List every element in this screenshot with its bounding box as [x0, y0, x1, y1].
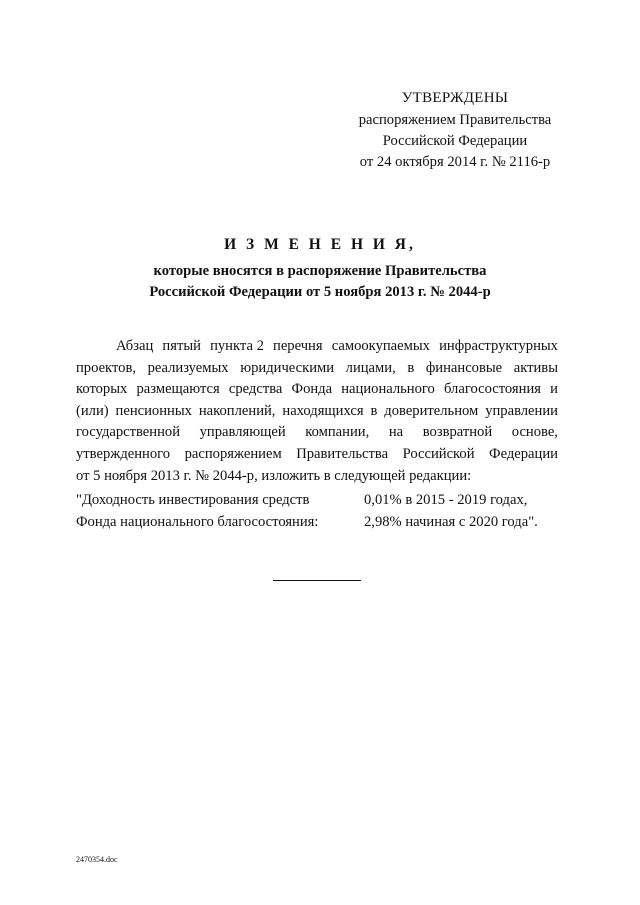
- paragraph-line-4: [76, 401, 558, 423]
- income-value-line-2: 2,98% начиная с 2020 года".: [364, 513, 538, 530]
- body-paragraph: [76, 336, 558, 487]
- word: от 5 ноября 2013 г. № 2044-р, изложить в следующей редакции:: [76, 467, 472, 484]
- word: реализуемых: [147, 359, 229, 376]
- income-row-1: [76, 490, 566, 512]
- word: самоокупаемых: [331, 338, 430, 354]
- word: доверительном: [384, 402, 479, 419]
- paragraph-line-7: [76, 466, 558, 488]
- word: Российской: [402, 445, 475, 462]
- word: юридическими: [240, 359, 335, 376]
- income-label-line-2: Фонда национального благосостояния:: [76, 513, 319, 530]
- word: финансовые: [425, 359, 503, 376]
- word: перечня: [273, 338, 323, 354]
- word: (или): [76, 402, 109, 419]
- approval-line-2: Российской Федерации: [382, 133, 528, 149]
- paragraph-line-5: [76, 422, 558, 444]
- word: накоплений,: [198, 402, 276, 419]
- word: средства: [228, 381, 283, 398]
- document-subtitle: [60, 261, 580, 303]
- word: Федерации: [489, 445, 558, 462]
- word: утвержденного: [76, 445, 171, 462]
- word: которых: [76, 381, 128, 398]
- word: компании,: [305, 424, 370, 441]
- subtitle-line-1: которые вносятся в распоряжение Правительства: [153, 263, 487, 279]
- word: национального: [341, 381, 435, 398]
- word: и: [550, 381, 558, 398]
- word: возвратной: [422, 424, 493, 441]
- word: Абзац: [116, 338, 154, 354]
- word: пятый: [162, 338, 201, 354]
- subtitle-line-2: Российской Федерации от 5 ноября 2013 г. № 2044-р: [149, 284, 491, 300]
- word: инфраструктурных: [439, 338, 558, 354]
- income-value-line-1: 0,01% в 2015 - 2019 годах,: [364, 492, 528, 508]
- word: государственной: [76, 424, 181, 441]
- approval-line-1: распоряжением Правительства: [358, 112, 552, 128]
- word: Правительства: [296, 445, 389, 462]
- income-row-2: [76, 512, 566, 534]
- word: находящихся: [282, 402, 364, 419]
- word: активы: [513, 359, 558, 376]
- approval-line-3: от 24 октября 2014 г. № 2116-р: [359, 154, 551, 170]
- word: лицами,: [345, 359, 396, 376]
- word: на: [388, 424, 404, 441]
- paragraph-line-3: [76, 379, 558, 401]
- paragraph-line-2: [76, 358, 558, 380]
- word: пункта 2: [210, 338, 264, 354]
- paragraph-line-6: [76, 444, 558, 466]
- word: в: [370, 402, 378, 419]
- word: благосостояния: [444, 381, 541, 398]
- word: управляющей: [199, 424, 286, 441]
- end-separator-line: [273, 580, 361, 581]
- footer-filename: 2470354.doc: [76, 855, 118, 864]
- word: размещаются: [136, 381, 220, 398]
- approval-title: УТВЕРЖДЕНЫ: [401, 90, 509, 106]
- word: управлении: [485, 402, 558, 419]
- approval-block: [330, 88, 580, 173]
- word: основе,: [511, 424, 558, 441]
- word: Фонда: [291, 381, 333, 398]
- word: проектов,: [76, 359, 136, 376]
- paragraph-line-1: [76, 336, 558, 358]
- word: в: [407, 359, 415, 376]
- income-clause: [76, 490, 566, 533]
- document-title: И З М Е Н Е Н И Я,: [224, 236, 416, 253]
- word: пенсионных: [115, 402, 192, 419]
- income-label-line-1: "Доходность инвестирования средств: [76, 492, 310, 508]
- word: распоряжением: [184, 445, 282, 462]
